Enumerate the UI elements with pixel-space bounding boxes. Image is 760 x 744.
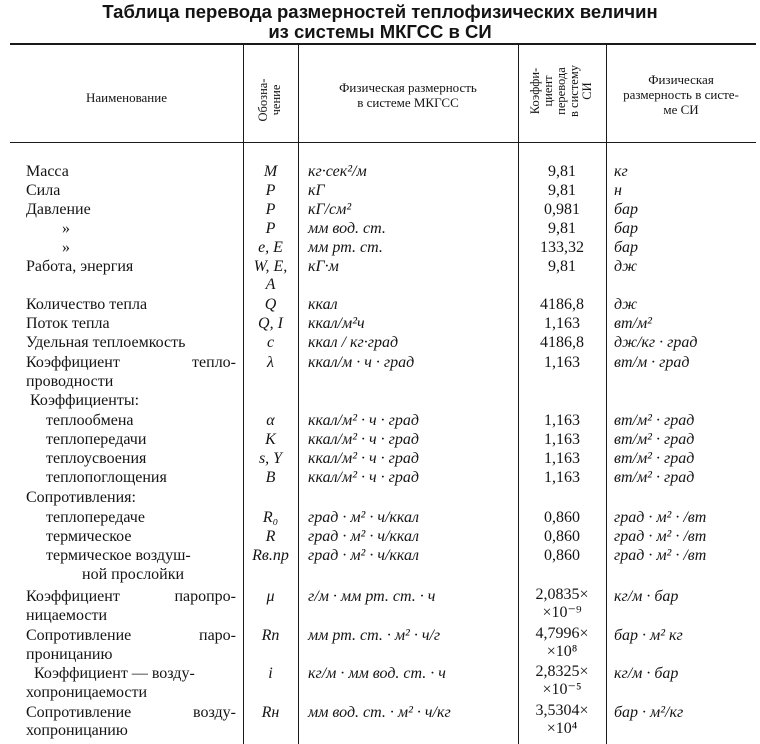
header-coef-line-1: Коэффи- [528, 67, 542, 115]
row-name: Сопротивление возду- [26, 704, 236, 721]
header-dim-mkgss-line-1: Физическая размерность [339, 80, 477, 95]
row-dim-si: бар · м²/кг [614, 704, 684, 721]
row-symbol: Rп [261, 627, 280, 644]
column-divider-2 [298, 44, 299, 744]
row-name-continued: проводности [26, 373, 114, 390]
row-dim-mkgss: мм вод. ст. [308, 220, 386, 237]
row-coefficient: 1,163 [544, 412, 580, 429]
row-dim-mkgss: кГ/см² [308, 201, 352, 218]
row-symbol: e, E [258, 239, 283, 256]
row-coefficient-exponent: ×10⁻⁹ [542, 604, 582, 621]
row-dim-si: бар [614, 220, 639, 237]
row-name: теплообмена [46, 412, 134, 429]
row-symbol: Q [264, 296, 277, 313]
header-symbol-line-2: чение [269, 84, 283, 116]
row-coefficient-exponent: ×10⁻⁵ [542, 681, 582, 698]
row-name: термическое воздуш- [46, 547, 191, 564]
row-dim-mkgss: ккал / кг·град [308, 334, 399, 351]
section-heading: Сопротивления: [26, 489, 136, 506]
row-dim-mkgss: ккал [308, 296, 338, 313]
row-name: теплопередачи [46, 431, 147, 448]
row-symbol: λ [267, 354, 274, 371]
header-symbol [257, 55, 285, 145]
row-symbol: M [263, 163, 278, 180]
row-symbol: R [265, 528, 276, 545]
row-name-continued: хопроницанию [26, 722, 128, 739]
row-symbol: α [266, 412, 275, 429]
row-dim-mkgss: кг/м · мм вод. ст. · ч [308, 665, 446, 682]
row-name: теплопоглощения [46, 469, 167, 486]
row-coefficient: 4186,8 [540, 296, 584, 313]
row-coefficient: 3,5304× [535, 702, 589, 719]
row-coefficient: 133,32 [540, 239, 584, 256]
column-divider-4 [606, 44, 607, 744]
row-dim-si: кг/м · бар [614, 588, 679, 605]
row-dim-si: бар · м² кг [614, 627, 683, 644]
row-symbol: P [265, 182, 276, 199]
section-heading: Коэффициенты: [30, 392, 140, 409]
row-symbol: B [265, 469, 276, 486]
row-coefficient-exponent: ×10⁸ [546, 643, 578, 660]
header-dim-mkgss [298, 80, 518, 110]
row-dim-si: вт/м² [614, 315, 652, 332]
row-coefficient: 0,981 [544, 201, 580, 218]
header-dim-mkgss-line-2: в системе МКГСС [357, 95, 459, 110]
row-dim-mkgss: г/м · мм рт. ст. · ч [308, 588, 436, 605]
row-dim-mkgss: кГ·м [308, 258, 339, 275]
row-name-continued: ницаемости [26, 607, 108, 624]
header-dim-si-line-3: ме СИ [663, 102, 699, 117]
title-line-1: Таблица перевода размерностей теплофизических величин [102, 1, 658, 22]
row-dim-si: кг/м · бар [614, 665, 679, 682]
title-line-2: из системы МКГСС в СИ [268, 21, 492, 42]
header-name: Наименование [86, 90, 167, 105]
header-coefficient [529, 41, 595, 141]
header-bottom-rule [10, 142, 756, 143]
row-symbol: μ [266, 588, 275, 605]
header-coef-line-4: в систему [567, 65, 581, 117]
row-dim-mkgss: кг·сек²/м [308, 163, 367, 180]
row-dim-si: дж/кг · град [614, 334, 698, 351]
row-name: Коэффициент паропро- [26, 588, 236, 605]
row-symbol: P [265, 220, 276, 237]
row-dim-si: вт/м² · град [614, 412, 695, 429]
row-coefficient: 1,163 [544, 450, 580, 467]
row-dim-mkgss: кГ [308, 182, 325, 199]
row-symbol: i [268, 665, 273, 682]
row-coefficient: 4186,8 [540, 334, 584, 351]
row-dim-si: кг [614, 163, 628, 180]
row-coefficient: 2,0835× [535, 586, 589, 603]
row-dim-si: вт/м² · град [614, 469, 695, 486]
row-dim-mkgss: ккал/м² · ч · град [308, 412, 419, 429]
row-dim-mkgss: мм вод. ст. · м² · ч/кг [308, 704, 451, 721]
row-dim-si: н [614, 182, 622, 199]
row-dim-si: град · м² · /вт [614, 509, 707, 526]
row-dim-mkgss: град · м² · ч/ккал [308, 528, 419, 545]
header-coef-line-2: циент [541, 75, 555, 107]
row-coefficient: 1,163 [544, 315, 580, 332]
row-name: теплопередаче [46, 509, 145, 526]
header-coef-line-3: перевода [554, 67, 568, 115]
row-dim-mkgss: ккал/м² · ч · град [308, 450, 419, 467]
row-dim-si: вт/м² · град [614, 431, 695, 448]
row-coefficient-exponent: ×10⁴ [546, 720, 578, 737]
row-dim-si: вт/м² · град [614, 450, 695, 467]
row-symbol-continued: A [265, 276, 276, 293]
row-dim-mkgss: ккал/м²ч [308, 315, 365, 332]
row-symbol: c [266, 334, 275, 351]
row-dim-si: дж [614, 258, 637, 275]
row-dim-si: бар [614, 239, 639, 256]
row-symbol: s, Y [258, 450, 283, 467]
row-symbol: Rн [261, 704, 280, 721]
row-symbol: R₀ [262, 509, 279, 526]
header-dim-si [606, 72, 756, 117]
row-dim-mkgss: ккал/м · ч · град [308, 354, 415, 371]
row-name-continued: проницанию [26, 646, 113, 663]
row-coefficient: 0,860 [544, 509, 580, 526]
row-coefficient: 0,860 [544, 547, 580, 564]
row-symbol: Rв.пр [252, 547, 289, 564]
header-symbol-line-1: Обозна- [256, 78, 270, 122]
row-symbol: P [265, 201, 276, 218]
row-dim-mkgss: ккал/м² · ч · град [308, 431, 419, 448]
row-name: Давление [26, 201, 91, 218]
row-name: теплоусвоения [46, 450, 147, 467]
row-name: » [62, 239, 70, 256]
row-name-continued: ной прослойки [82, 566, 185, 583]
header-coef-line-5: СИ [580, 82, 594, 100]
row-name: Работа, энергия [26, 258, 134, 275]
row-coefficient: 0,860 [544, 528, 580, 545]
row-name-continued: хопроницаемости [26, 684, 148, 701]
row-coefficient: 9,81 [548, 258, 576, 275]
row-dim-mkgss: мм рт. ст. [308, 239, 383, 256]
row-dim-mkgss: град · м² · ч/ккал [308, 547, 419, 564]
row-symbol: K [265, 431, 276, 448]
table-title [0, 2, 760, 42]
row-dim-si: вт/м · град [614, 354, 690, 371]
row-coefficient: 4,7996× [535, 625, 589, 642]
row-name: Сопротивление паро- [26, 627, 236, 644]
row-dim-mkgss: мм рт. ст. · м² · ч/г [308, 627, 441, 644]
row-name: Удельная теплоемкость [26, 334, 186, 351]
row-name: » [62, 220, 70, 237]
row-name: Сила [26, 182, 61, 199]
row-dim-mkgss: ккал/м² · ч · град [308, 469, 419, 486]
row-symbol: Q, I [258, 315, 283, 332]
row-dim-si: град · м² · /вт [614, 528, 707, 545]
row-dim-si: бар [614, 201, 639, 218]
row-name: термическое [46, 528, 132, 545]
row-coefficient: 9,81 [548, 220, 576, 237]
row-name: Масса [26, 163, 69, 180]
row-symbol: W, E, [253, 258, 288, 275]
row-name: Количество тепла [26, 296, 148, 313]
row-coefficient: 1,163 [544, 431, 580, 448]
row-coefficient: 9,81 [548, 182, 576, 199]
row-dim-mkgss: град · м² · ч/ккал [308, 509, 419, 526]
row-coefficient: 1,163 [544, 469, 580, 486]
row-coefficient: 2,8325× [535, 663, 589, 680]
row-name: Коэффициент тепло- [26, 354, 236, 371]
header-dim-si-line-2: размерность в систе- [623, 87, 739, 102]
row-dim-si: дж [614, 296, 637, 313]
header-dim-si-line-1: Физическая [648, 72, 714, 87]
row-coefficient: 9,81 [548, 163, 576, 180]
row-name: Коэффициент — возду- [34, 665, 195, 682]
row-coefficient: 1,163 [544, 354, 580, 371]
row-dim-si: град · м² · /вт [614, 547, 707, 564]
top-rule [10, 43, 756, 45]
row-name: Поток тепла [26, 315, 110, 332]
